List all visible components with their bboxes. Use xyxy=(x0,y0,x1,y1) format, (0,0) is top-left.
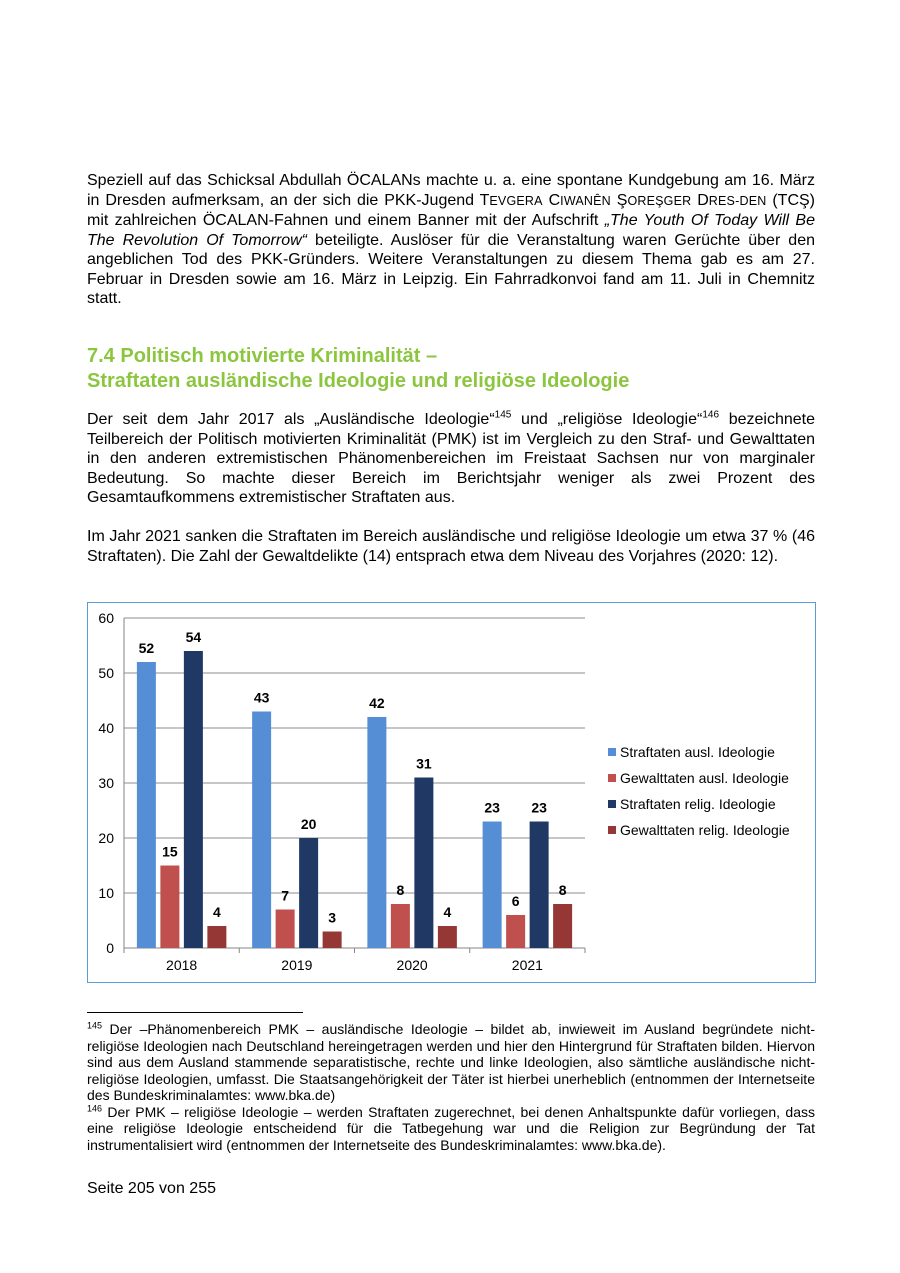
bar xyxy=(137,662,156,948)
footnote-separator xyxy=(87,1012,303,1013)
bar xyxy=(252,712,271,949)
bar xyxy=(530,822,549,949)
legend-swatch xyxy=(608,800,616,808)
footnote-146: $^{146}$ Der PMK – religiöse Ideologie – werden Straftaten zugerechnet, bei denen Anhaltspunkte dafür vorliegen, dass eine religiöse Ideologie entscheidend für die Tatbegehung war und die Religion zur Begründung der Tat instrumentalisiert wird (entnommen der Internetseite des Bundeskriminalamtes: www.bka.de). xyxy=(87,1102,815,1153)
body-text xyxy=(87,171,815,309)
organization-name: TEVGERA CIWANÊN ŞOREŞGER DRES-DEN xyxy=(479,191,767,209)
bar xyxy=(438,926,457,948)
bar xyxy=(160,866,179,949)
y-tick-label: 10 xyxy=(98,885,114,901)
page-number: Seite 205 von 255 xyxy=(87,1180,216,1197)
bar xyxy=(207,926,226,948)
data-label: 3 xyxy=(328,909,337,926)
y-tick-label: 40 xyxy=(98,720,114,736)
y-tick-label: 50 xyxy=(98,665,114,681)
legend-swatch xyxy=(608,826,616,834)
x-tick-label: 2021 xyxy=(511,957,543,973)
paragraph-ocalan: Speziell auf das Schicksal Abdullah ÖCALANs machte u. a. eine spontane Kundgebung am 16. März in Dresden aufmerksam, an der sich die PKK-Jugend TEVGERA CIWANÊN ŞOREŞGER DRES-DEN (TCŞ) mit zahlreichen ÖCALAN-Fahnen und einem Banner mit der Aufschrift „The Youth Of Today Will Be The Revolution Of Tomorrow“ beteiligte. Auslöser für die Veranstaltung waren Gerüchte über den angeblichen Tod des PKK-Gründers. Weitere Veranstaltungen zu diesem Thema gab es am 27. Februar in Dresden sowie am 16. März in Leipzig. Ein Fahrradkonvoi fand am 11. Juli in Chemnitz statt. xyxy=(87,172,815,307)
data-label: 15 xyxy=(162,843,178,860)
data-label: 31 xyxy=(416,755,432,772)
y-tick-label: 60 xyxy=(98,610,114,626)
y-tick-label: 20 xyxy=(98,830,114,846)
x-tick-label: 2020 xyxy=(396,957,428,973)
paragraph-definition: Der seit dem Jahr 2017 als „Ausländische Ideologie“$^{145}$ und „religiöse Ideologie“$^{146}$ bezeichnete Teilbereich der Politisch motivierten Kriminalität (PMK) ist im Vergleich zu den Straf- und Gewalttaten in den anderen extremistischen Phänomenbereichen im Freistaat Sachsen nur von marginaler Bedeutung. So machte dieser Bereich im Berichtsjahr weniger als zwei Prozent des Gesamtaufkommens extremistischer Straftaten aus. xyxy=(87,409,816,506)
bar xyxy=(323,932,342,949)
bar xyxy=(391,904,410,948)
legend-label: Straftaten relig. Ideologie xyxy=(620,796,776,812)
data-label: 6 xyxy=(511,893,520,909)
bar xyxy=(299,838,318,948)
footnotes xyxy=(87,1021,815,1153)
data-label: 52 xyxy=(138,640,155,656)
bar xyxy=(367,717,386,948)
data-label: 8 xyxy=(558,882,567,898)
footnote-ref-145[interactable]: 145 xyxy=(494,409,512,421)
data-label: 20 xyxy=(300,816,317,832)
bar xyxy=(483,822,502,949)
y-tick-label: 0 xyxy=(106,940,114,956)
data-label: 54 xyxy=(185,629,202,645)
bar-chart xyxy=(88,603,815,982)
x-tick-label: 2019 xyxy=(281,957,313,973)
footnote-ref-146[interactable]: 146 xyxy=(702,409,720,421)
data-label: 4 xyxy=(443,904,452,920)
section-title: 7.4 Politisch motivierte Kriminalität – Straftaten ausländische Ideologie und religiöse Ideologie xyxy=(87,345,630,392)
data-label: 23 xyxy=(484,799,500,816)
data-label: 43 xyxy=(253,689,270,706)
banner-quote: „The Youth Of Today Will Be The Revolution Of Tomorrow“ xyxy=(87,212,815,249)
paragraph-statistics: Im Jahr 2021 sanken die Straftaten im Bereich ausländische und religiöse Ideologie um etwa 37 % (46 Straftaten). Die Zahl der Gewaltdelikte (14) entsprach etwa dem Niveau des Vorjahres (2020: 12). xyxy=(87,528,815,565)
bar xyxy=(506,915,525,948)
bar xyxy=(414,778,433,949)
chart-frame xyxy=(87,602,816,983)
data-label: 8 xyxy=(396,882,405,898)
data-label: 4 xyxy=(212,904,221,920)
footnote-145: $^{145}$ Der –Phänomenbereich PMK – ausländische Ideologie – bildet ab, inwieweit im Ausland begründete nicht-religiöse Ideologien nach Deutschland hereingetragen werden und hier den Hintergrund für Straftaten bilden. Hiervon sind aus dem Ausland stammende separatistische, rechte und linke Ideologien, also sämtliche ausländische nicht-religiöse Ideologien, umfasst. Die Staatsangehörigkeit der Täter ist hierbei unerheblich (entnommen der Internetseite des Bundeskriminalamtes: www.bka.de) xyxy=(87,1020,815,1103)
bar xyxy=(276,910,295,949)
data-label: 42 xyxy=(369,695,385,711)
bar xyxy=(184,651,203,948)
x-tick-label: 2018 xyxy=(166,957,198,973)
y-tick-label: 30 xyxy=(98,775,114,791)
data-label: 7 xyxy=(281,887,290,904)
legend-swatch xyxy=(608,748,616,756)
legend-label: Gewalttaten relig. Ideologie xyxy=(620,822,790,838)
legend-label: Straftaten ausl. Ideologie xyxy=(620,744,775,760)
body-text-2 xyxy=(87,410,815,566)
data-label: 23 xyxy=(531,799,547,816)
legend-label: Gewalttaten ausl. Ideologie xyxy=(620,770,789,786)
bar xyxy=(553,904,572,948)
legend-swatch xyxy=(608,774,616,782)
